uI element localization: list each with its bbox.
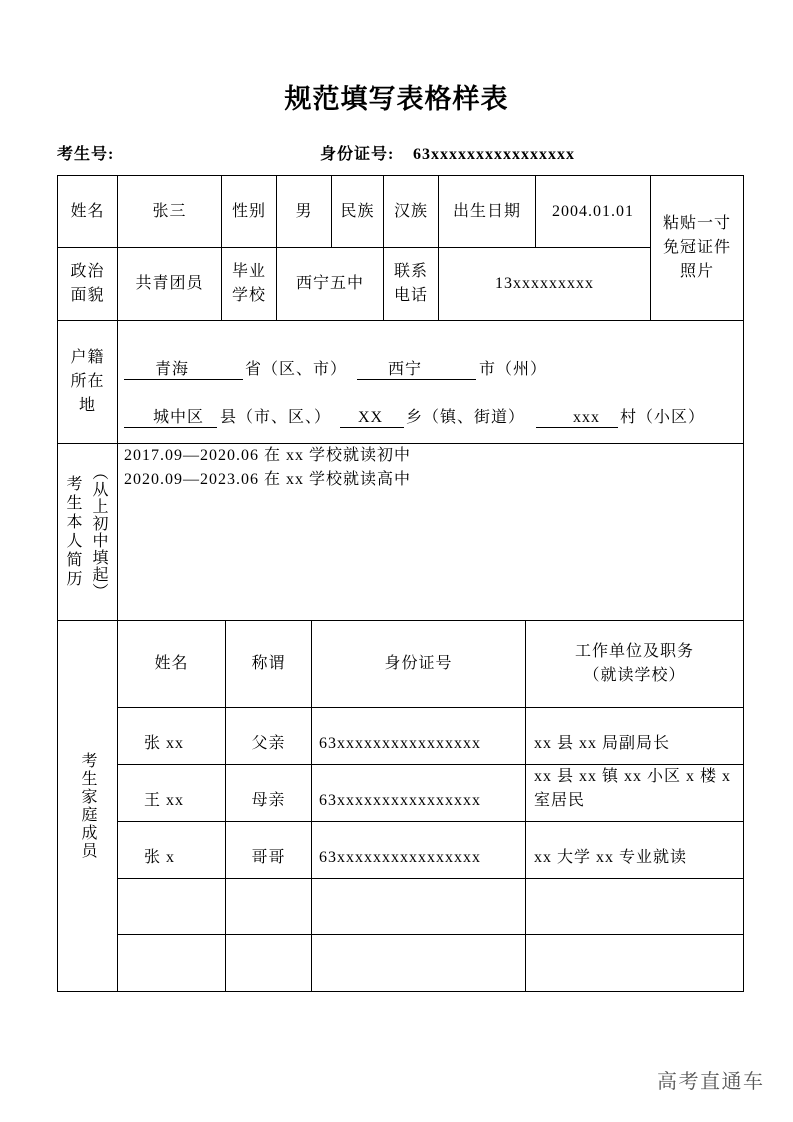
city-suffix: 市（州） (479, 361, 548, 378)
family-member-id-number: 63xxxxxxxxxxxxxxxx (319, 735, 481, 752)
family-member-relation: 哥哥 (251, 849, 286, 866)
family-header-work-label: （就读学校） (583, 667, 686, 684)
family-label-cell (57, 620, 118, 992)
township-suffix: 乡（镇、街道） (406, 409, 526, 426)
gender-label: 性别 (231, 202, 266, 220)
family-empty-cell (311, 934, 526, 992)
family-member-relation-cell (225, 821, 312, 879)
political-status-label-cell (57, 247, 118, 321)
graduate-school-label: 毕业 (231, 263, 266, 280)
family-header-name (117, 620, 226, 708)
exam-number-label: 考生号: (57, 146, 115, 163)
ethnicity-label-cell (331, 175, 384, 248)
family-member-work: xx 县 xx 镇 xx 小区 x 楼 x (534, 768, 732, 785)
graduate-school-label: 学校 (231, 287, 266, 304)
phone-value: 13xxxxxxxxx (495, 275, 594, 292)
household-line-province-city (118, 358, 743, 382)
family-member-id-cell (311, 764, 526, 822)
family-header-work (525, 620, 744, 708)
family-member-id-number: 63xxxxxxxxxxxxxxxx (319, 849, 481, 866)
county-suffix: 县（市、区、） (220, 409, 332, 426)
birth-date-label: 出生日期 (452, 202, 521, 220)
graduate-school-label-cell (221, 247, 277, 321)
id-number-label: 身份证号: (320, 146, 395, 163)
family-empty-cell (225, 878, 312, 935)
graduate-school-value: 西宁五中 (295, 275, 364, 292)
resume-entry: 2017.09—2020.06 在 xx 学校就读初中 (124, 447, 412, 464)
watermark-text: 高考直通车 (657, 1071, 765, 1093)
family-empty-cell (311, 878, 526, 935)
id-number-value: 63xxxxxxxxxxxxxxxx (413, 146, 575, 163)
village-fill: xxx (536, 406, 618, 428)
household-content-cell (117, 320, 744, 444)
family-member-id-number: 63xxxxxxxxxxxxxxxx (319, 792, 481, 809)
registration-table (57, 175, 744, 992)
household-label-cell (57, 320, 118, 444)
family-member-relation-cell (225, 764, 312, 822)
family-member-work: 室居民 (534, 792, 586, 809)
county-fill: 城中区 (124, 406, 217, 428)
family-member-name-cell (117, 821, 226, 879)
ethnicity-label: 民族 (340, 202, 375, 220)
name-label: 姓名 (70, 202, 105, 220)
family-header-relation-label: 称谓 (251, 655, 286, 672)
household-label: 户籍 (70, 349, 105, 366)
township-fill: XX (340, 406, 404, 428)
name-value: 张三 (152, 202, 187, 220)
family-member-work-cell (525, 707, 744, 765)
family-member-name-cell (117, 764, 226, 822)
phone-label: 联系 (393, 263, 428, 280)
family-empty-cell (525, 878, 744, 935)
form-title: 规范填写表格样表 (284, 84, 509, 114)
ethnicity-value-cell (383, 175, 439, 248)
family-member-relation: 父亲 (251, 735, 286, 752)
photo-placeholder-line: 粘贴一寸 (662, 215, 731, 232)
gender-value: 男 (295, 202, 313, 220)
family-member-work-cell (525, 821, 744, 879)
family-member-id-cell (311, 707, 526, 765)
city-fill: 西宁 (357, 358, 476, 380)
birth-date-value: 2004.01.01 (552, 202, 634, 220)
phone-label: 电话 (393, 287, 428, 304)
family-member-work: xx 县 xx 局副局长 (534, 735, 671, 752)
photo-placeholder-line: 免冠证件 (662, 239, 731, 256)
family-member-name-cell (117, 707, 226, 765)
birth-date-label-cell (438, 175, 536, 248)
photo-area (650, 175, 744, 321)
family-member-id-cell (311, 821, 526, 879)
gender-label-cell (221, 175, 277, 248)
family-empty-cell (117, 934, 226, 992)
photo-placeholder-line: 照片 (679, 263, 714, 280)
province-fill: 青海 (124, 358, 243, 380)
village-suffix: 村（小区） (620, 409, 706, 426)
gender-value-cell (276, 175, 332, 248)
family-empty-cell (117, 878, 226, 935)
political-status-label: 面貌 (70, 287, 105, 304)
family-member-work-cell (525, 764, 744, 822)
family-header-name-label: 姓名 (154, 655, 189, 672)
province-suffix: 省（区、市） (245, 361, 348, 378)
family-member-name: 张 x (144, 849, 176, 866)
political-status-value-cell (117, 247, 222, 321)
political-status-label: 政治 (70, 263, 105, 280)
family-label: 考生家庭成员 (79, 752, 96, 860)
family-header-id-number-label: 身份证号 (384, 655, 453, 672)
family-header-relation (225, 620, 312, 708)
resume-label: 考生本人简历 (64, 475, 81, 589)
household-label: 所在 (70, 373, 105, 390)
family-empty-cell (525, 934, 744, 992)
family-empty-cell (225, 934, 312, 992)
birth-date-value-cell (535, 175, 651, 248)
name-label-cell (57, 175, 118, 248)
family-member-name: 张 xx (144, 735, 185, 752)
family-member-relation: 母亲 (251, 792, 286, 809)
household-label: 地 (78, 397, 96, 414)
resume-label-note: （从上初中填起） (90, 464, 107, 600)
name-value-cell (117, 175, 222, 248)
family-header-work-label: 工作单位及职务 (574, 643, 694, 660)
graduate-school-value-cell (276, 247, 384, 321)
political-status-value: 共青团员 (135, 275, 204, 292)
family-member-name: 王 xx (144, 792, 185, 809)
family-header-id-number (311, 620, 526, 708)
family-member-work: xx 大学 xx 专业就读 (534, 849, 688, 866)
resume-entry: 2020.09—2023.06 在 xx 学校就读高中 (124, 471, 412, 488)
ethnicity-value: 汉族 (393, 202, 428, 220)
phone-label-cell (383, 247, 439, 321)
resume-content-cell (117, 443, 744, 621)
phone-value-cell (438, 247, 651, 321)
family-member-relation-cell (225, 707, 312, 765)
resume-label-cell (57, 443, 118, 621)
household-line-county-village (118, 406, 743, 430)
